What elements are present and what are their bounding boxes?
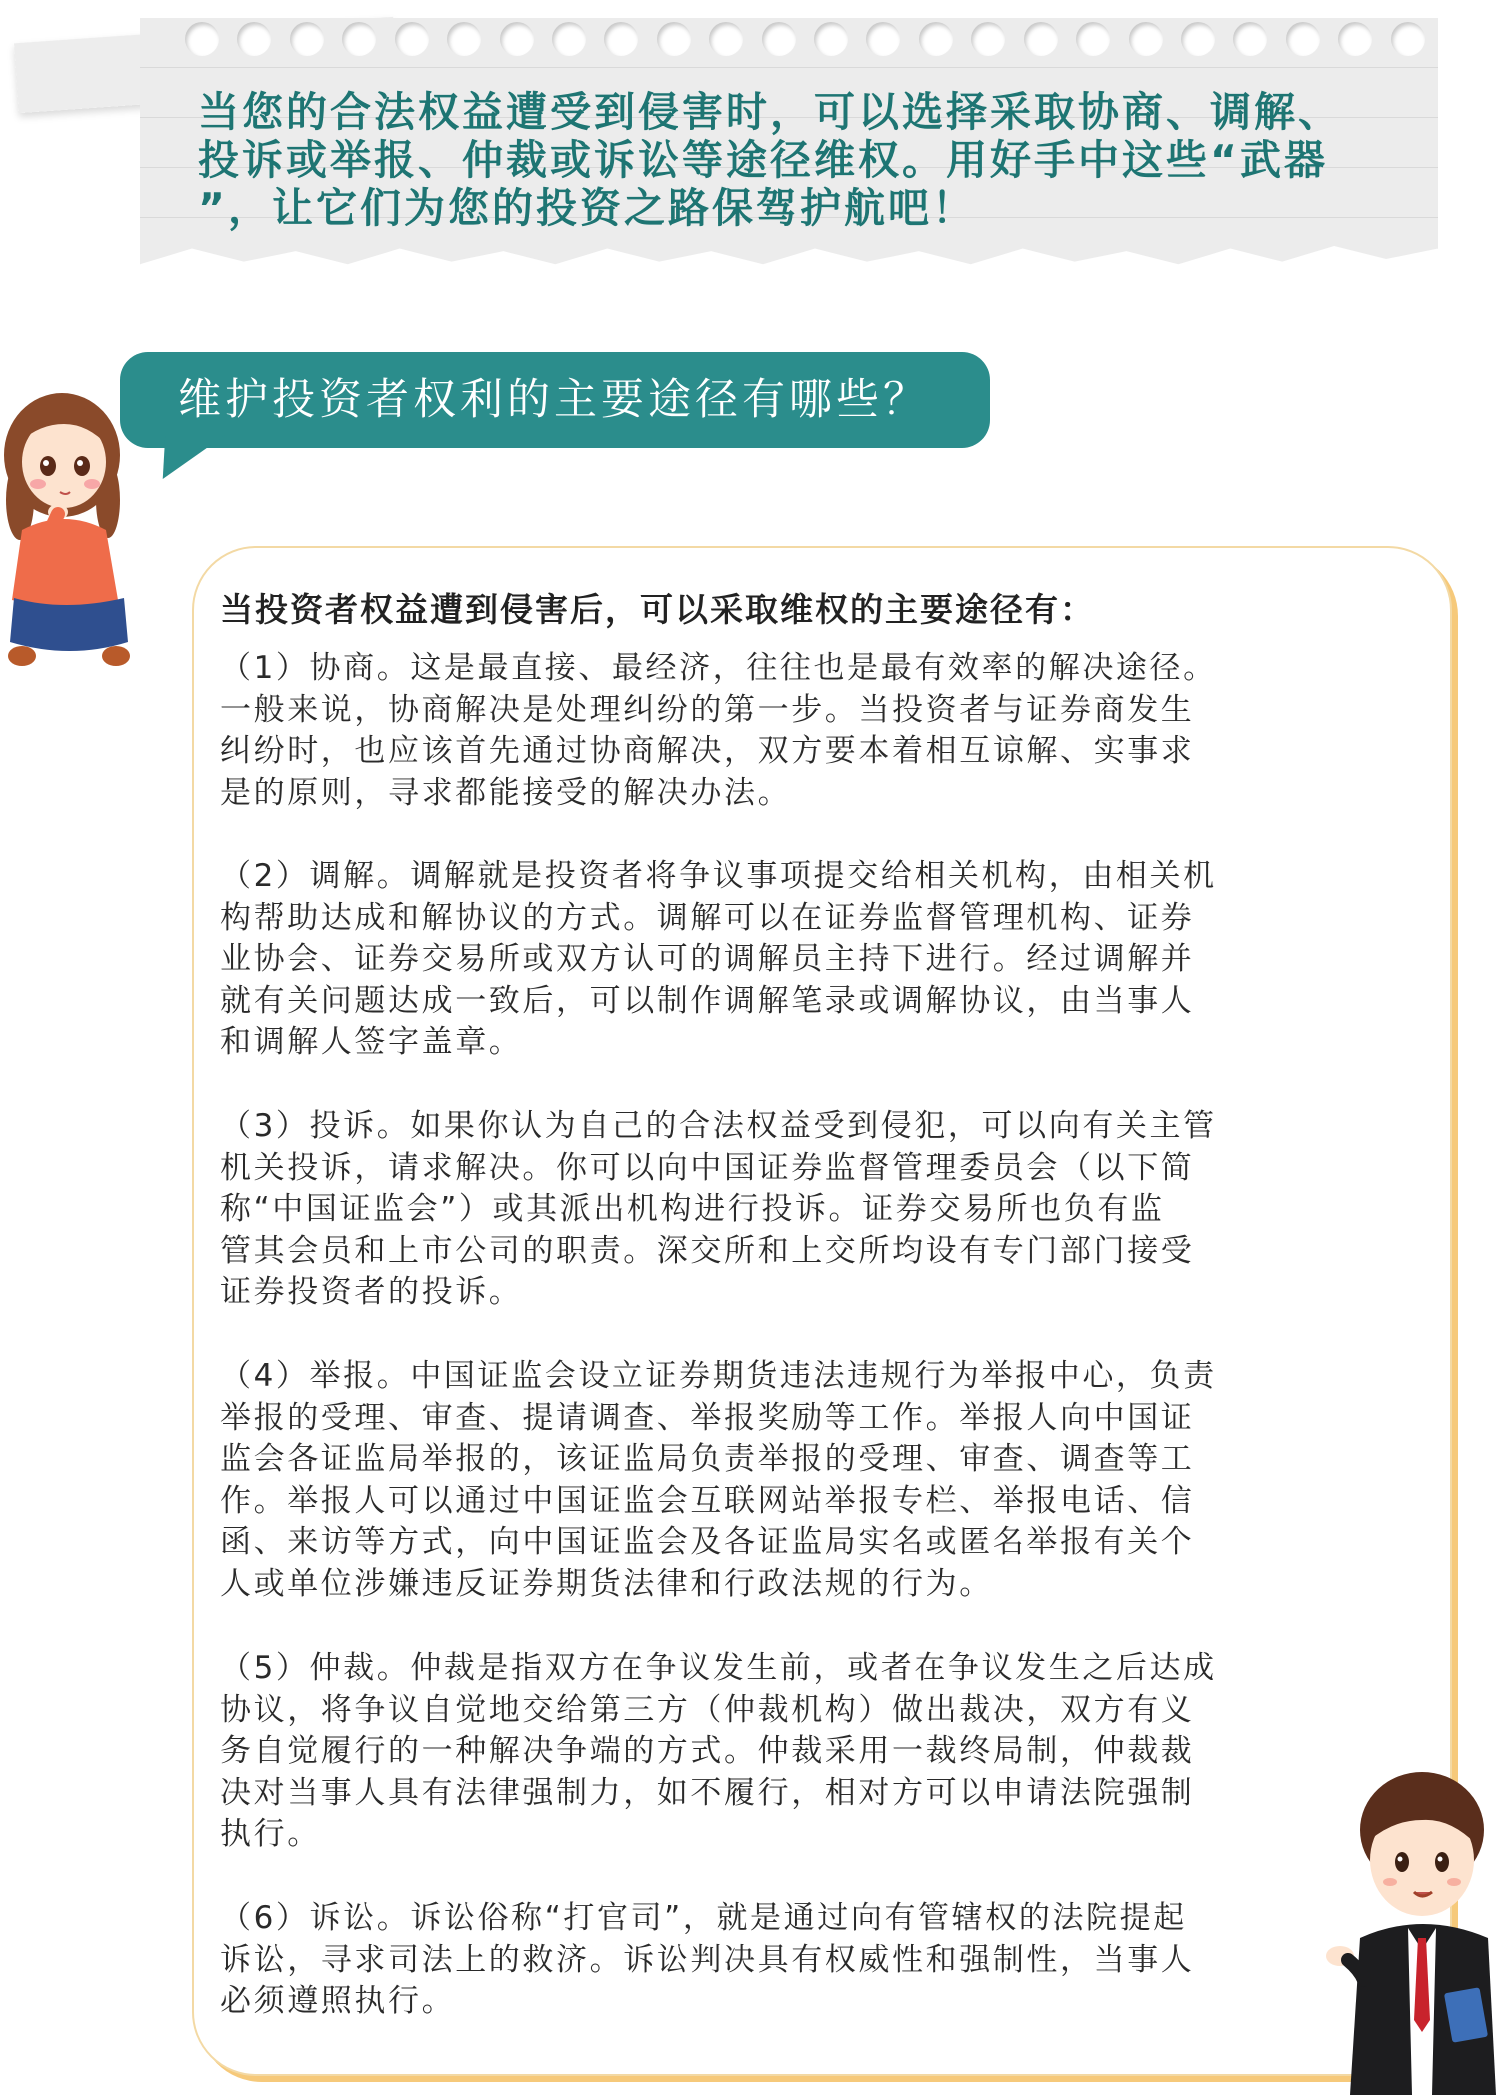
text-line: （4）举报。中国证监会设立证券期货违法违规行为举报中心，负责 (220, 1358, 1217, 1394)
text-line: （3）投诉。如果你认为自己的合法权益受到侵犯，可以向有关主管 (220, 1108, 1217, 1144)
paragraph-complaint (220, 1106, 1310, 1314)
text-line: 决对当事人具有法律强制力，如不履行，相对方可以申请法院强制 (220, 1774, 1195, 1811)
paragraph-arbitration (220, 1648, 1310, 1856)
text-line: 执行。 (220, 1816, 321, 1853)
thinking-girl-illustration (0, 380, 140, 690)
text-line: 业协会、证券交易所或双方认可的调解员主持下进行。经过调解并 (220, 941, 1195, 978)
paragraph-mediation (220, 856, 1310, 1064)
text-line: 管其会员和上市公司的职责。深交所和上交所均设有专门部门接受 (220, 1232, 1195, 1269)
text-line: 必须遵照执行。 (220, 1983, 456, 2020)
text-line: 监会各证监局举报的，该证监局负责举报的受理、审查、调查等工 (220, 1441, 1195, 1478)
text-line: 纠纷时，也应该首先通过协商解决，双方要本着相互谅解、实事求 (220, 733, 1195, 770)
paper-holes (185, 22, 1425, 68)
text-line: 证券投资者的投诉。 (220, 1274, 523, 1311)
intro-line: 当您的合法权益遭受到侵害时，可以选择采取协商、调解、 (198, 88, 1342, 136)
paragraph-litigation (220, 1898, 1310, 2023)
text-line: 一般来说，协商解决是处理纠纷的第一步。当投资者与证券商发生 (220, 691, 1195, 728)
text-line: 和调解人签字盖章。 (220, 1024, 523, 1061)
text-line: 人或单位涉嫌违反证券期货法律和行政法规的行为。 (220, 1565, 993, 1602)
text-line: 诉讼，寻求司法上的救济。诉讼判决具有权威性和强制性，当事人 (220, 1941, 1195, 1978)
text-line: 举报的受理、审查、提请调查、举报奖励等工作。举报人向中国证 (220, 1399, 1195, 1436)
question-heading: 维护投资者权利的主要途径有哪些？ (178, 375, 930, 425)
text-line: 就有关问题达成一致后，可以制作调解笔录或调解协议，由当事人 (220, 982, 1195, 1019)
card-title: 当投资者权益遭到侵害后，可以采取维权的主要途径有： (220, 590, 1095, 629)
text-line: （5）仲裁。仲裁是指双方在争议发生前，或者在争议发生之后达成 (220, 1650, 1217, 1686)
paragraph-negotiation (220, 648, 1310, 814)
text-line: 协议，将争议自觉地交给第三方（仲裁机构）做出裁决，双方有义 (220, 1691, 1195, 1728)
text-line: 务自觉履行的一种解决争端的方式。仲裁采用一裁终局制，仲裁裁 (220, 1733, 1195, 1770)
text-line: 构帮助达成和解协议的方式。调解可以在证券监督管理机构、证券 (220, 899, 1195, 936)
intro-text (198, 88, 1398, 232)
text-line: （1）协商。这是最直接、最经济，往往也是最有效率的解决途径。 (220, 650, 1217, 686)
text-line: 称“中国证监会”）或其派出机构进行投诉。证券交易所也负有监 (220, 1191, 1165, 1228)
text-line: 是的原则，寻求都能接受的解决办法。 (220, 774, 792, 811)
text-line: 作。举报人可以通过中国证监会互联网站举报专栏、举报电话、信 (220, 1482, 1195, 1519)
text-line: 函、来访等方式，向中国证监会及各证监局实名或匿名举报有关个 (220, 1524, 1195, 1561)
text-line: （6）诉讼。诉讼俗称“打官司”，就是通过向有管辖权的法院提起 (220, 1900, 1187, 1936)
text-line: （2）调解。调解就是投资者将争议事项提交给相关机构，由相关机 (220, 858, 1217, 894)
lawyer-boy-illustration (1320, 1760, 1501, 2095)
intro-line: 投诉或举报、仲裁或诉讼等途径维权。用好手中这些“武器 (198, 136, 1328, 184)
text-line: 机关投诉，请求解决。你可以向中国证券监督管理委员会（以下简 (220, 1149, 1195, 1186)
paragraph-report (220, 1356, 1310, 1606)
intro-line: ”，让它们为您的投资之路保驾护航吧！ (198, 184, 976, 232)
